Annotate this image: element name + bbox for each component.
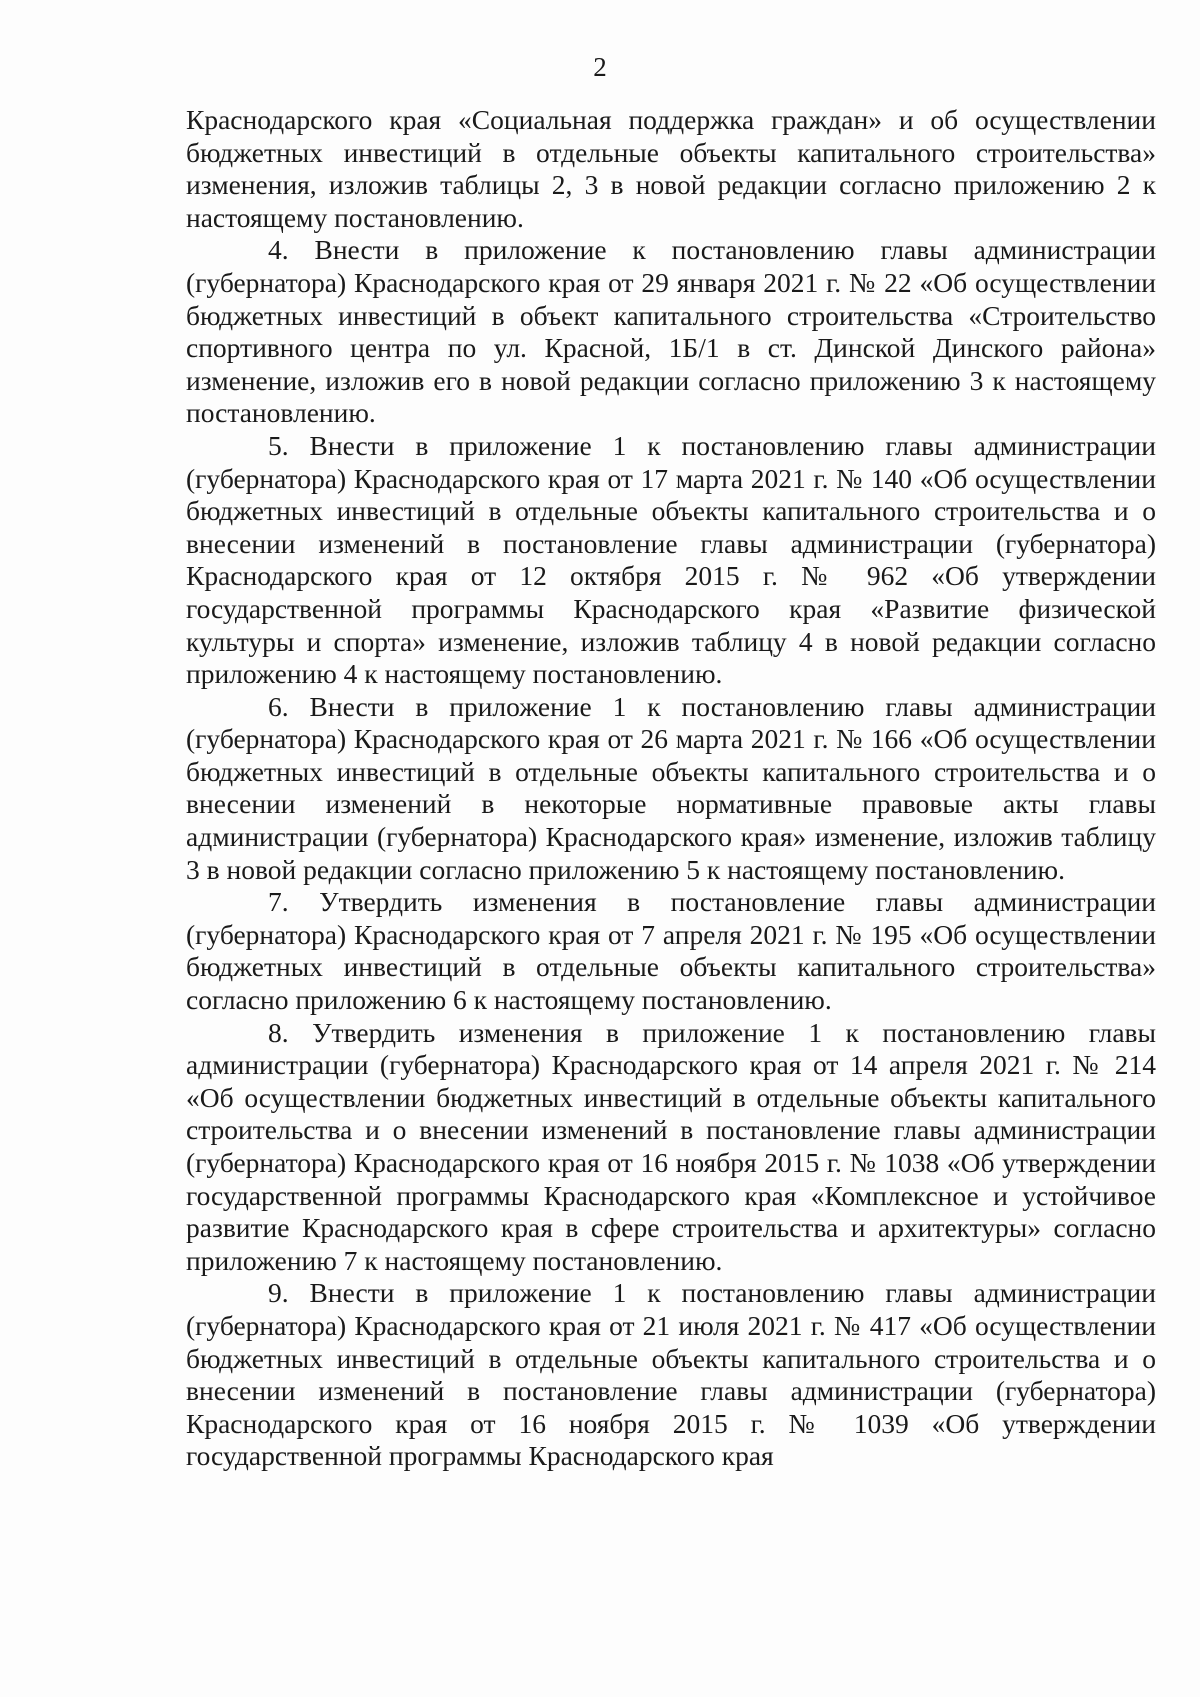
paragraph-item-8: 8. Утвердить изменения в приложение 1 к постановлению главы администрации (губернатора) Краснодарского края от 14 апреля 2021 г. № 214 «Об осуществлении бюджетных инвестиций в отдельные объекты капитального строительства и о внесении изменений в постановление главы администрации (губернатора) Краснодарского края от 16 ноября 2015 г. № 1038 «Об утверждении государственной программы Краснодарского края «Комплексное и устойчивое развитие Краснодарского края в сфере строительства и архитектуры» согласно приложению 7 к настоящему постановлению. [186,1016,1156,1276]
paragraph-item-7: 7. Утвердить изменения в постановление главы администрации (губернатора) Краснодарского края от 7 апреля 2021 г. № 195 «Об осуществлении бюджетных инвестиций в отдельные объекты капитального строительства» согласно приложению 6 к настоящему постановлению. [186,886,1156,1016]
paragraph-item-4: 4. Внести в приложение к постановлению главы администрации (губернатора) Краснодарского края от 29 января 2021 г. № 22 «Об осуществлении бюджетных инвестиций в объект капитального строительства «Строительство спортивного центра по ул. Красной, 1Б/1 в ст. Динской Динского района» изменение, изложив его в новой редакции согласно приложению 3 к настоящему постановлению. [186,234,1156,429]
document-body [186,104,1156,1473]
paragraph-item-9: 9. Внести в приложение 1 к постановлению главы администрации (губернатора) Краснодарского края от 21 июля 2021 г. № 417 «Об осуществлении бюджетных инвестиций в отдельные объекты капитального строительства и о внесении изменений в постановление главы администрации (губернатора) Краснодарского края от 16 ноября 2015 г. № 1039 «Об утверждении государственной программы Краснодарского края [186,1277,1156,1472]
paragraph-item-6: 6. Внести в приложение 1 к постановлению главы администрации (губернатора) Краснодарского края от 26 марта 2021 г. № 166 «Об осуществлении бюджетных инвестиций в отдельные объекты капитального строительства и о внесении изменений в некоторые нормативные правовые акты главы администрации (губернатора) Краснодарского края» изменение, изложив таблицу 3 в новой редакции согласно приложению 5 к настоящему постановлению. [186,690,1156,885]
paragraph-continuation: Краснодарского края «Социальная поддержка граждан» и об осуществлении бюджетных инвестиций в отдельные объекты капитального строительства» изменения, изложив таблицы 2, 3 в новой редакции согласно приложению 2 к настоящему постановлению. [186,104,1156,233]
page-number: 2 [593,52,607,82]
paragraph-item-5: 5. Внести в приложение 1 к постановлению главы администрации (губернатора) Краснодарского края от 17 марта 2021 г. № 140 «Об осуществлении бюджетных инвестиций в отдельные объекты капитального строительства и о внесении изменений в постановление главы администрации (губернатора) Краснодарского края от 12 октября 2015 г. № 962 «Об утверждении государственной программы Краснодарского края «Развитие физической культуры и спорта» изменение, изложив таблицу 4 в новой редакции согласно приложению 4 к настоящему постановлению. [186,429,1156,690]
